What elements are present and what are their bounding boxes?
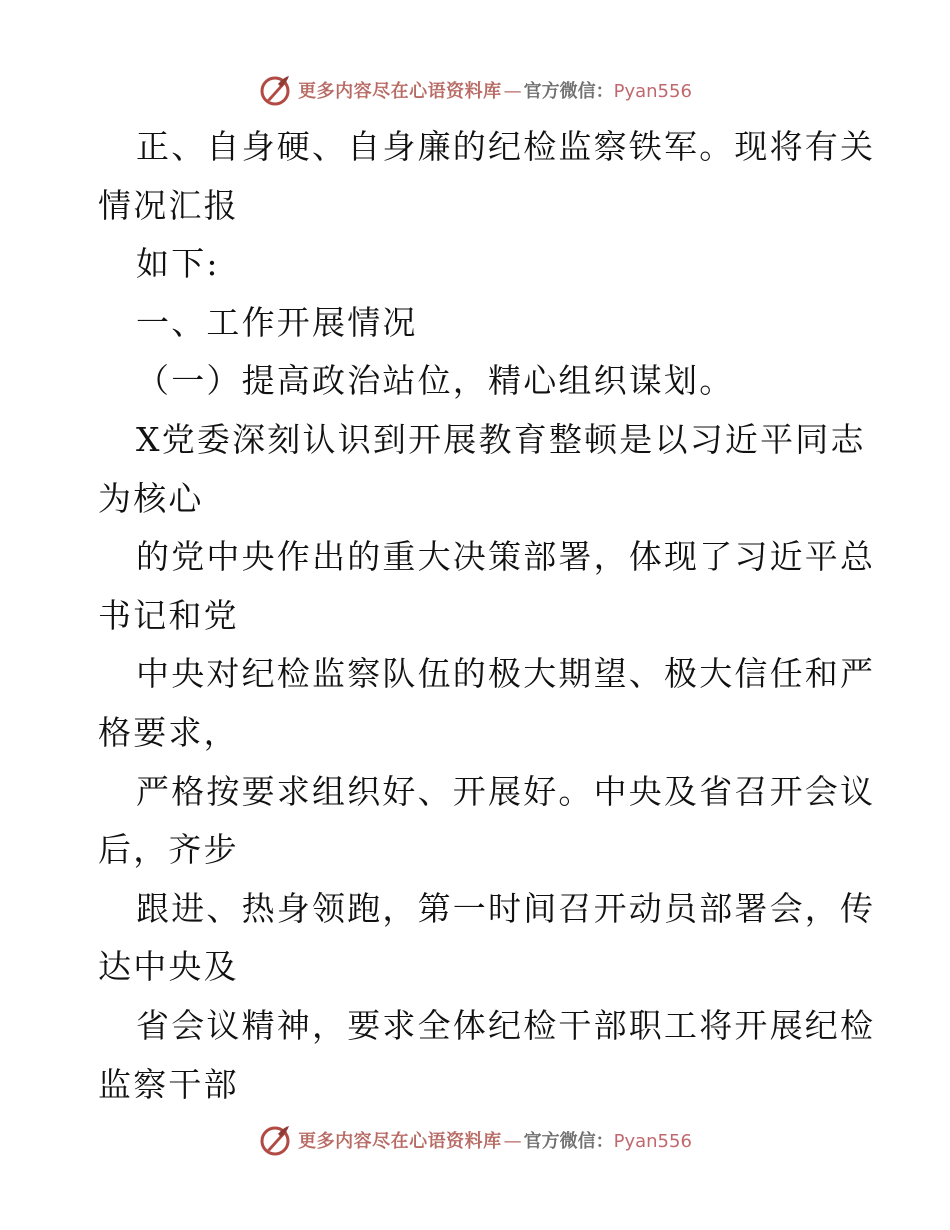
text-line: X党委深刻认识到开展教育整顿是以习近平同志 — [136, 419, 866, 459]
banner-wechat-id: Pyan556 — [613, 1131, 692, 1152]
text-line: 如下: — [136, 244, 220, 284]
banner-main-text: 更多内容尽在心语资料库 — [298, 1131, 502, 1152]
text-line: 监察干部 — [98, 1064, 239, 1104]
text-line: 跟进、热身领跑，第一时间召开动员部署会，传 — [136, 888, 876, 928]
banner-wechat-label: 官方微信： — [523, 81, 614, 102]
text-line: 后，齐步 — [98, 830, 239, 870]
text-line: 严格按要求组织好、开展好。中央及省召开会议 — [136, 771, 876, 811]
text-line: 中央对纪检监察队伍的极大期望、极大信任和严 — [136, 654, 876, 694]
quill-pen-circle-icon — [258, 73, 292, 107]
text-line: 达中央及 — [98, 947, 239, 987]
footer-banner-text — [298, 1127, 692, 1153]
text-line: 省会议精神，要求全体纪检干部职工将开展纪检 — [136, 1005, 876, 1045]
document-body — [98, 118, 876, 1114]
text-line: 的党中央作出的重大决策部署，体现了习近平总 — [136, 537, 876, 577]
banner-dash: — — [503, 1131, 522, 1152]
banner-wechat-id: Pyan556 — [613, 81, 692, 102]
header-banner-text — [298, 77, 692, 103]
text-line: 一、工作开展情况 — [136, 302, 418, 342]
banner-wechat-label: 官方微信： — [523, 1131, 614, 1152]
text-line: 情况汇报 — [98, 185, 239, 225]
header-banner — [0, 70, 950, 110]
text-line: 为核心 — [98, 478, 204, 518]
text-line: 书记和党 — [98, 595, 239, 635]
footer-banner — [0, 1120, 950, 1160]
text-line: 格要求， — [98, 712, 239, 752]
banner-main-text: 更多内容尽在心语资料库 — [298, 81, 502, 102]
banner-dash: — — [503, 81, 522, 102]
quill-pen-circle-icon — [258, 1123, 292, 1157]
text-line: （一）提高政治站位，精心组织谋划。 — [136, 361, 735, 401]
text-line: 正、自身硬、自身廉的纪检监察铁军。现将有关 — [136, 127, 876, 166]
